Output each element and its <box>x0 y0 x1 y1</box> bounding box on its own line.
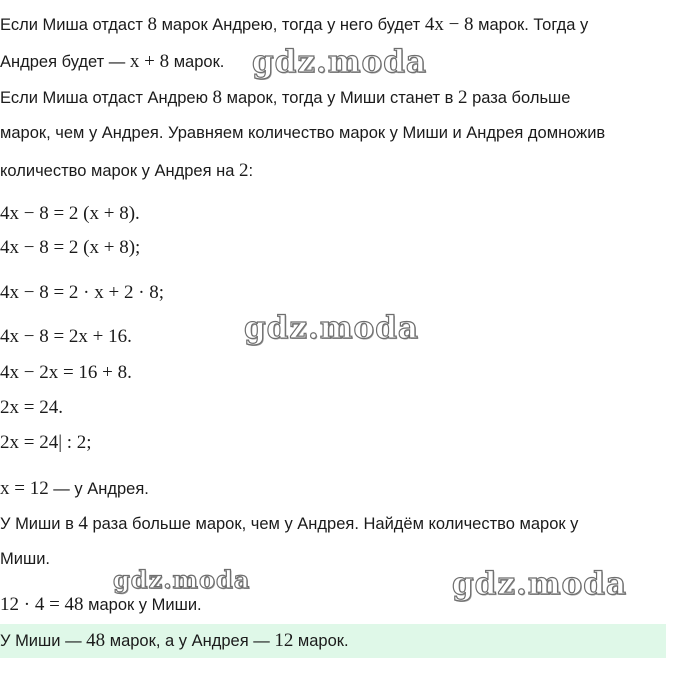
text-line <box>0 513 578 535</box>
watermark: gdz.moda <box>452 566 627 602</box>
math: 8 <box>147 14 157 35</box>
text: марок, чем у Андрея. Уравняем количество марок у Миши и Андрея домножив <box>0 124 606 142</box>
text: Миши. <box>0 550 50 568</box>
math: 2 <box>238 160 249 181</box>
equation: 4x − 8 = 2 · x + 2 · 8; <box>0 282 165 303</box>
text: Если Миша отдаст <box>0 16 148 34</box>
math: x + 8 <box>129 51 170 72</box>
watermark: gdz.moda <box>244 310 419 346</box>
equation: 4x − 2x = 16 + 8. <box>0 362 132 383</box>
text: количество марок у Андрея на <box>0 162 239 180</box>
text-line <box>0 160 253 182</box>
text: марок Андрею, тогда у него будет <box>156 16 425 34</box>
text: марок. <box>293 632 349 650</box>
math: 48 <box>86 630 106 651</box>
text: марок. Тогда у <box>473 16 589 34</box>
equation: 2x = 24. <box>0 397 63 418</box>
text: раза больше марок, чем у Андрея. Найдём количество марок у <box>87 515 579 533</box>
text: марок, тогда у Миши станет в <box>222 89 458 107</box>
math: x = 12 <box>0 478 49 499</box>
text: У Миши в <box>0 515 79 533</box>
math: 8 <box>212 87 223 108</box>
text: раза больше <box>467 89 571 107</box>
watermark: gdz.moda <box>252 44 427 80</box>
equation: 4x − 8 = 2 (x + 8). <box>0 203 140 224</box>
text-line <box>0 51 224 73</box>
math: 12 · 4 = 48 <box>0 594 84 615</box>
text: марок. <box>169 53 225 71</box>
text-line <box>0 550 50 569</box>
text-line <box>0 14 588 36</box>
equation: 4x − 8 = 2 (x + 8); <box>0 237 141 258</box>
text: Если Миша отдаст Андрею <box>0 89 213 107</box>
math: 12 <box>274 630 294 651</box>
answer-box <box>0 624 666 658</box>
text: марок у Миши. <box>83 596 202 614</box>
answer-text <box>0 630 349 652</box>
watermark: gdz.moda <box>113 565 251 594</box>
text-line <box>0 594 202 616</box>
math: 2 <box>457 87 468 108</box>
equation: 2x = 24| : 2; <box>0 432 92 453</box>
text-line <box>0 478 149 500</box>
math: 4 <box>78 513 88 534</box>
text: : <box>248 162 254 180</box>
text-line <box>0 87 570 109</box>
text: — у Андрея. <box>48 480 149 498</box>
text: Андрея будет — <box>0 53 130 71</box>
text: марок, а у Андрея — <box>105 632 275 650</box>
text-line <box>0 124 605 143</box>
math: 4x − 8 <box>424 14 474 35</box>
equation: 4x − 8 = 2x + 16. <box>0 326 132 347</box>
text: У Миши — <box>0 632 87 650</box>
